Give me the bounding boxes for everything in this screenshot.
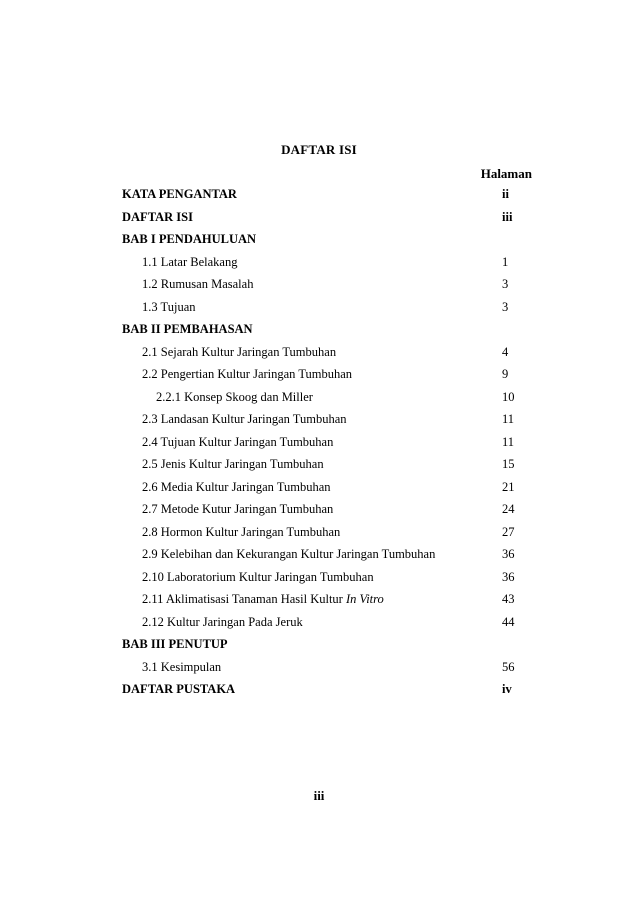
toc-entry-page: 43 (502, 592, 515, 606)
toc-entry (122, 566, 532, 589)
toc-entry-label-text: BAB III PENUTUP (122, 637, 228, 651)
table-of-contents (122, 183, 532, 701)
toc-entry-label-text: DAFTAR ISI (122, 209, 193, 224)
toc-entry-label-text: 2.8 Hormon Kultur Jaringan Tumbuhan (142, 524, 341, 539)
toc-entry-page: 11 (502, 434, 515, 449)
toc-entry-label (142, 566, 374, 589)
toc-entry-label-text: 2.5 Jenis Kultur Jaringan Tumbuhan (142, 457, 324, 471)
toc-entry-page: 1 (502, 254, 509, 269)
toc-entry-label (122, 228, 256, 251)
toc-entry-page: 3 (502, 299, 509, 314)
toc-entry-label-italic: In Vitro (345, 592, 384, 606)
page-column-header: Halaman (480, 166, 532, 181)
toc-entry-label (142, 498, 333, 521)
toc-entry-page: 15 (502, 457, 515, 471)
toc-entry-label (142, 611, 303, 634)
toc-entry-label-text: DAFTAR PUSTAKA (122, 682, 236, 696)
toc-entry-label-text: 2.3 Landasan Kultur Jaringan Tumbuhan (142, 412, 347, 426)
toc-entry (122, 498, 532, 521)
toc-entry-label-text: 1.2 Rumusan Masalah (142, 277, 254, 291)
toc-entry-label (156, 386, 313, 409)
toc-entry-label-text: 2.2 Pengertian Kultur Jaringan Tumbuhan (142, 367, 353, 381)
toc-entry-page: 21 (502, 479, 515, 494)
toc-entry-page: 3 (502, 277, 509, 291)
toc-entry-page: 10 (502, 389, 515, 404)
toc-entry (122, 611, 532, 634)
toc-entry-label-text: 1.1 Latar Belakang (142, 254, 238, 269)
toc-entry-label (142, 521, 340, 544)
toc-entry-page: 4 (502, 344, 509, 359)
toc-entry (122, 341, 532, 364)
toc-entry-label (122, 318, 253, 341)
toc-entry-label-text: 3.1 Kesimpulan (142, 659, 222, 674)
toc-entry (122, 273, 532, 296)
toc-entry-label-text: 2.11 Aklimatisasi Tanaman Hasil Kultur (142, 592, 346, 606)
toc-entry-label (122, 183, 237, 206)
toc-entry (122, 678, 532, 701)
toc-entry (122, 431, 532, 454)
toc-entry-page: 24 (502, 502, 515, 516)
toc-entry-label (122, 678, 235, 701)
toc-entry (122, 386, 532, 409)
toc-entry-label-text: 2.1 Sejarah Kultur Jaringan Tumbuhan (142, 344, 337, 359)
toc-entry-label (142, 273, 253, 296)
toc-entry-label-text: KATA PENGANTAR (122, 187, 237, 201)
toc-entry (122, 521, 532, 544)
toc-entry (122, 251, 532, 274)
toc-entry-label-text: BAB II PEMBAHASAN (122, 322, 253, 336)
toc-entry-page: 36 (502, 569, 515, 584)
toc-entry-label (142, 656, 221, 679)
toc-entry (122, 453, 532, 476)
toc-entry (122, 543, 532, 566)
toc-entry-label-text: 1.3 Tujuan (142, 299, 196, 314)
toc-entry (122, 363, 532, 386)
toc-entry-label (122, 206, 193, 229)
toc-entry (122, 318, 532, 341)
toc-entry (122, 206, 532, 229)
toc-entry-label (142, 341, 336, 364)
toc-entry-page: 9 (502, 367, 509, 381)
toc-entry (122, 296, 532, 319)
toc-entry-label (142, 588, 384, 611)
toc-entry (122, 633, 532, 656)
toc-entry-label-text: BAB I PENDAHULUAN (122, 232, 257, 246)
toc-entry-label (122, 633, 228, 656)
toc-entry-label (142, 251, 237, 274)
toc-entry-page: 27 (502, 524, 515, 539)
toc-entry-label-text: 2.10 Laboratorium Kultur Jaringan Tumbuhan (142, 569, 374, 584)
toc-entry-page: ii (502, 187, 509, 201)
toc-entry-label-text: 2.6 Media Kultur Jaringan Tumbuhan (142, 479, 331, 494)
toc-entry-label (142, 431, 333, 454)
toc-entry-label (142, 296, 196, 319)
toc-entry-label-text: 2.2.1 Konsep Skoog dan Miller (156, 389, 313, 404)
toc-entry-page: iv (502, 682, 512, 696)
document-title: DAFTAR ISI (281, 142, 357, 157)
toc-entry (122, 228, 532, 251)
toc-entry (122, 588, 532, 611)
toc-entry-label (142, 543, 435, 566)
toc-entry-label (142, 453, 324, 476)
toc-entry-label-text: 2.9 Kelebihan dan Kekurangan Kultur Jaringan Tumbuhan (142, 547, 436, 561)
toc-entry-page: 11 (502, 412, 515, 426)
toc-entry-label (142, 408, 347, 431)
toc-entry-page: iii (502, 209, 513, 224)
toc-entry (122, 183, 532, 206)
toc-entry-page: 44 (502, 614, 515, 629)
toc-entry (122, 408, 532, 431)
toc-entry (122, 476, 532, 499)
toc-entry-label (142, 476, 331, 499)
toc-entry-label-text: 2.7 Metode Kutur Jaringan Tumbuhan (142, 502, 334, 516)
toc-entry (122, 656, 532, 679)
toc-entry-label-text: 2.4 Tujuan Kultur Jaringan Tumbuhan (142, 434, 334, 449)
toc-entry-label (142, 363, 352, 386)
page-number-footer: iii (313, 788, 325, 803)
toc-entry-label-text: 2.12 Kultur Jaringan Pada Jeruk (142, 614, 303, 629)
toc-entry-page: 36 (502, 547, 515, 561)
toc-entry-page: 56 (502, 659, 515, 674)
